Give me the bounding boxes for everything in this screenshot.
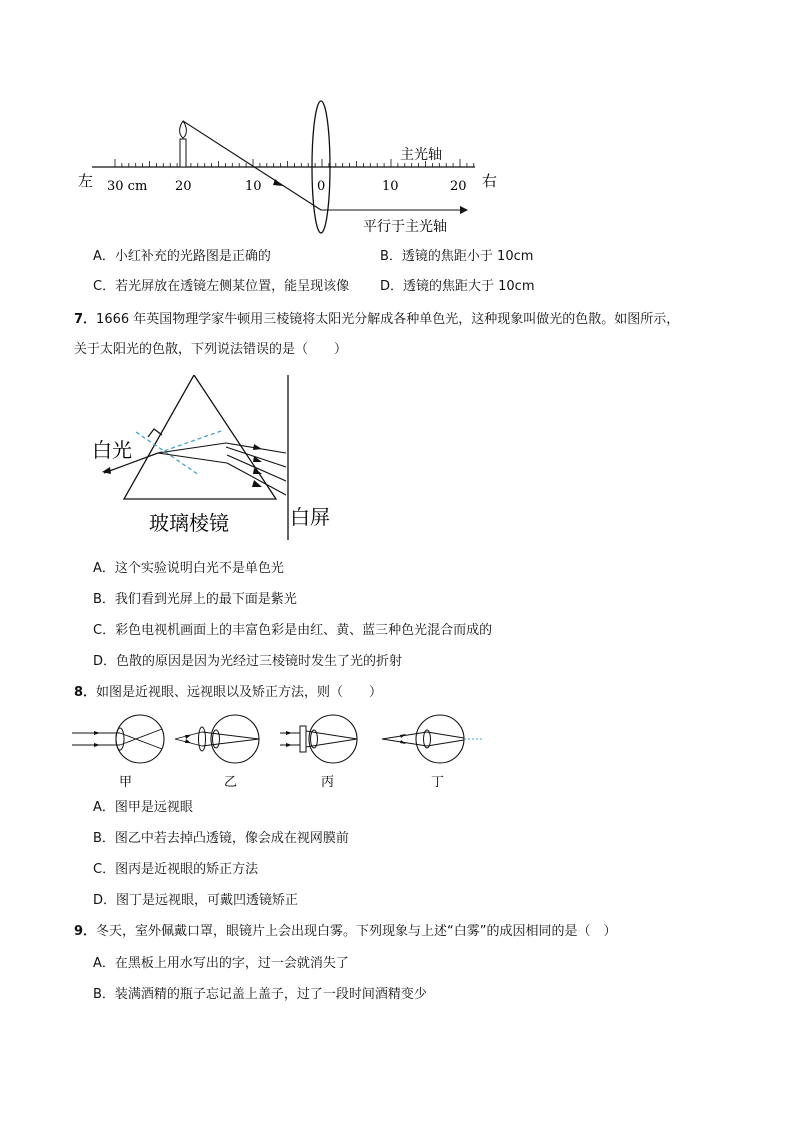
q9-option-b: B．装满酒精的瓶子忘记盖上盖子，过了一段时间酒精变少	[93, 987, 427, 1002]
prism-figure	[74, 375, 344, 540]
right-label: 右	[482, 172, 498, 190]
eye-yi	[175, 715, 259, 763]
q6-option-c: C．若光屏放在透镜左侧某位置，能呈现该像	[93, 279, 350, 294]
q7-option-c: C．彩色电视机画面上的丰富色彩是由红、黄、蓝三种色光混合而成的	[93, 623, 493, 638]
tick-label: 20	[450, 179, 467, 194]
tick-label: 0	[317, 179, 326, 194]
q8-stem: 8．如图是近视眼、远视眼以及矫正方法，则（ ）	[74, 685, 383, 700]
eye-figure	[70, 712, 490, 792]
q9-option-a: A．在黑板上用水写出的字，过一会就消失了	[93, 956, 349, 971]
tick-label: 30 cm	[107, 179, 148, 194]
q8-option-d: D．图丁是远视眼，可戴凹透镜矫正	[93, 893, 299, 908]
lens-figure	[70, 95, 510, 240]
q7-stem-line2: 关于太阳光的色散，下列说法错误的是（ ）	[74, 342, 348, 357]
left-label: 左	[78, 172, 94, 190]
q6-option-d: D．透镜的焦距大于 10cm	[380, 279, 535, 294]
q7-number: 7．	[74, 312, 97, 327]
q8-option-b: B．图乙中若去掉凸透镜，像会成在视网膜前	[93, 831, 349, 846]
q6-option-a: A．小红补充的光路图是正确的	[93, 249, 271, 264]
q6-option-b: B．透镜的焦距小于 10cm	[380, 249, 534, 264]
q7-option-a: A．这个实验说明白光不是单色光	[93, 561, 284, 576]
screen-label: 白屏	[290, 505, 330, 529]
tick-label: 10	[382, 179, 399, 194]
q8-option-a: A．图甲是远视眼	[93, 800, 193, 815]
parallel-label: 平行于主光轴	[363, 219, 447, 235]
q7-option-d: D．色散的原因是因为光经过三棱镜时发生了光的折射	[93, 654, 403, 669]
label-ding: 丁	[431, 775, 445, 790]
label-yi: 乙	[224, 775, 238, 790]
white-light-label: 白光	[92, 438, 132, 462]
q8-number: 8．	[74, 685, 97, 700]
axis-label: 主光轴	[400, 147, 442, 163]
q9-stem: 9．冬天，室外佩戴口罩，眼镜片上会出现白雾。下列现象与上述“白雾”的成因相同的是（ ）	[74, 924, 617, 939]
tick-label: 10	[245, 179, 262, 194]
label-bing: 丙	[321, 775, 335, 790]
tick-label: 20	[175, 179, 192, 194]
q9-number: 9．	[74, 924, 97, 939]
prism-label: 玻璃棱镜	[149, 511, 229, 535]
eye-jia	[72, 715, 164, 763]
q8-option-c: C．图丙是近视眼的矫正方法	[93, 862, 259, 877]
label-jia: 甲	[119, 775, 133, 790]
q7-stem-line1: 7．1666 年英国物理学家牛顿用三棱镜将太阳光分解成各种单色光，这种现象叫做光的色散。如图所示，	[74, 312, 680, 327]
eye-bing	[280, 715, 357, 763]
q7-option-b: B．我们看到光屏上的最下面是紫光	[93, 592, 297, 607]
eye-ding	[382, 715, 482, 763]
